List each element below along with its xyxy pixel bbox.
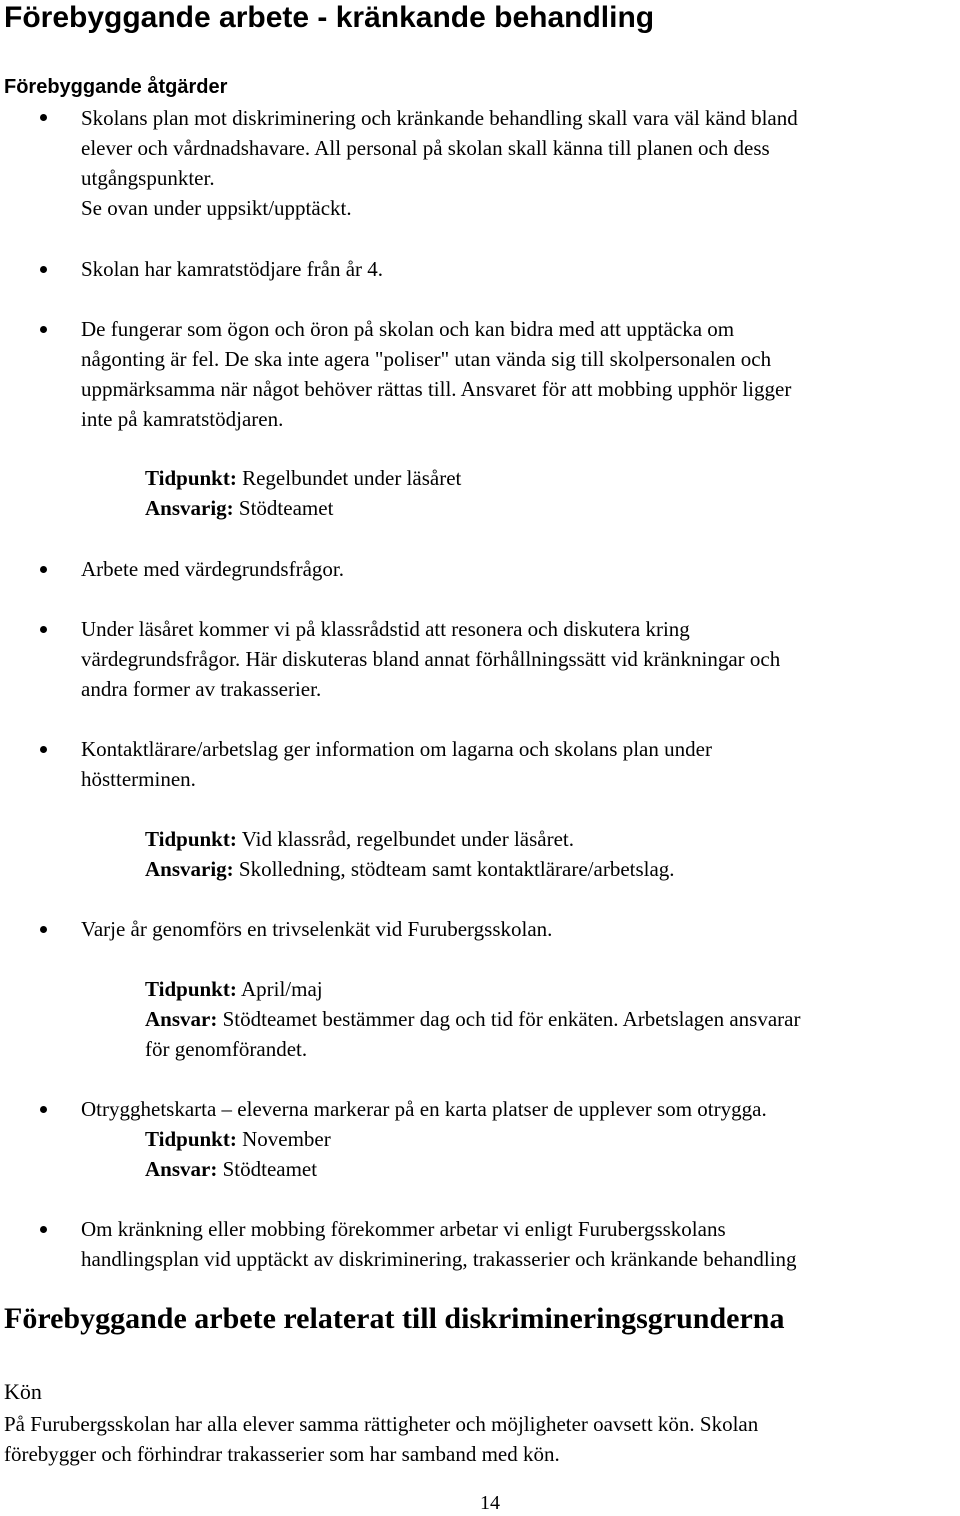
- list-item-line: Om kränkning eller mobbing förekommer arbetar vi enligt Furubergsskolans: [81, 1217, 726, 1241]
- bullet-icon: [40, 266, 47, 273]
- responsible-line-cont: för genomförandet.: [145, 1037, 308, 1061]
- list-item-line: Skolans plan mot diskriminering och kränkande behandling skall vara väl känd bland: [81, 106, 798, 130]
- list-item-line: uppmärksamma när något behöver rättas till. Ansvaret för att mobbing upphör ligger: [81, 377, 792, 401]
- list-item-line: handlingsplan vid upptäckt av diskriminering, trakasserier och kränkande behandling: [81, 1247, 797, 1271]
- list-item-line: Otrygghetskarta – eleverna markerar på en karta platser de upplever som otrygga.: [81, 1097, 767, 1121]
- ansvarig-value: Skolledning, stödteam samt kontaktlärare/arbetslag.: [233, 857, 675, 881]
- list-item-line: Kontaktlärare/arbetslag ger information om lagarna och skolans plan under: [81, 737, 712, 761]
- list-item-line: höstterminen.: [81, 767, 196, 791]
- tidpunkt-label: Tidpunkt:: [145, 466, 237, 490]
- ansvar-label: Ansvar:: [145, 1007, 218, 1031]
- list-item-line: Se ovan under uppsikt/upptäckt.: [81, 196, 352, 220]
- page-title: Förebyggande arbete - kränkande behandling: [4, 1, 655, 34]
- bullet-icon: [40, 326, 47, 333]
- list-item-line: Arbete med värdegrundsfrågor.: [81, 557, 344, 581]
- bullet-icon: [40, 926, 47, 933]
- ansvarig-value: Stödteamet: [233, 496, 334, 520]
- list-item-line: utgångspunkter.: [81, 166, 215, 190]
- bullet-icon: [40, 746, 47, 753]
- tidpunkt-label: Tidpunkt:: [145, 1127, 237, 1151]
- ansvar-value: Stödteamet: [217, 1157, 318, 1181]
- list-item-line: Skolan har kamratstödjare från år 4.: [81, 257, 384, 281]
- section-heading: Förebyggande arbete relaterat till diskrimineringsgrunderna: [4, 1302, 785, 1335]
- bullet-icon: [40, 1226, 47, 1233]
- bullet-icon: [40, 114, 47, 121]
- bullet-icon: [40, 1106, 47, 1113]
- tidpunkt-value: November: [236, 1127, 331, 1151]
- tidpunkt-label: Tidpunkt:: [145, 977, 237, 1001]
- ansvar-label: Ansvar:: [145, 1157, 218, 1181]
- section-heading: Förebyggande åtgärder: [4, 76, 228, 98]
- list-item-line: Under läsåret kommer vi på klassrådstid att resonera och diskutera kring: [81, 617, 690, 641]
- ansvarig-label: Ansvarig:: [145, 496, 234, 520]
- list-item-line: Varje år genomförs en trivselenkät vid Furubergsskolan.: [81, 917, 553, 941]
- tidpunkt-value: April/maj: [236, 977, 323, 1001]
- list-item-line: De fungerar som ögon och öron på skolan och kan bidra med att upptäcka om: [81, 317, 735, 341]
- paragraph-line: förebygger och förhindrar trakasserier som har samband med kön.: [4, 1442, 560, 1466]
- list-item-line: elever och vårdnadshavare. All personal på skolan skall känna till planen och dess: [81, 136, 770, 160]
- subsection-heading: Kön: [4, 1379, 42, 1404]
- ansvarig-label: Ansvarig:: [145, 857, 234, 881]
- bullet-icon: [40, 566, 47, 573]
- tidpunkt-label: Tidpunkt:: [145, 827, 237, 851]
- responsible-line: [145, 854, 675, 884]
- responsible-line: [145, 493, 333, 523]
- responsible-line: [145, 1004, 800, 1034]
- bullet-icon: [40, 626, 47, 633]
- schedule-line: [145, 974, 323, 1004]
- schedule-line: [145, 824, 574, 854]
- schedule-line: [145, 463, 461, 493]
- list-item-line: värdegrundsfrågor. Här diskuteras bland annat förhållningssätt vid kränkningar och: [81, 647, 781, 671]
- tidpunkt-value: Regelbundet under läsåret: [236, 466, 462, 490]
- list-item-line: andra former av trakasserier.: [81, 677, 322, 701]
- responsible-line: [145, 1154, 317, 1184]
- list-item-line: någonting är fel. De ska inte agera "poliser" utan vända sig till skolpersonalen och: [81, 347, 772, 371]
- page-number: 14: [480, 1492, 500, 1514]
- list-item-line: inte på kamratstödjaren.: [81, 407, 284, 431]
- ansvar-value: Stödteamet bestämmer dag och tid för enkäten. Arbetslagen ansvarar: [217, 1007, 801, 1031]
- schedule-line: [145, 1124, 331, 1154]
- tidpunkt-value: Vid klassråd, regelbundet under läsåret.: [236, 827, 575, 851]
- paragraph-line: På Furubergsskolan har alla elever samma rättigheter och möjligheter oavsett kön. Skolan: [4, 1412, 759, 1436]
